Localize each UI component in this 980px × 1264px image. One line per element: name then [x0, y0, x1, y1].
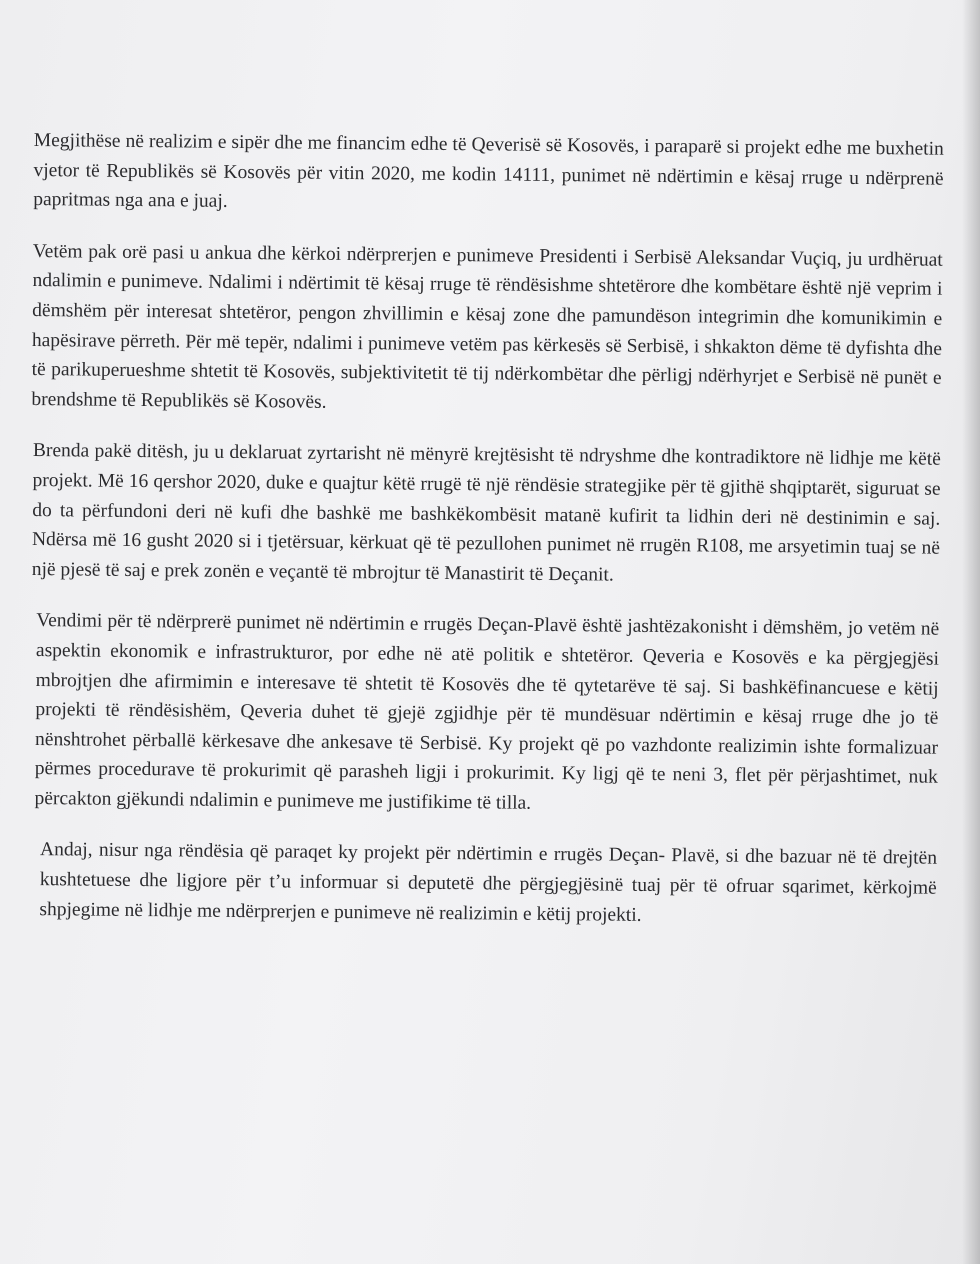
- document-body: [26, 126, 944, 955]
- paragraph-5: Andaj, nisur nga rëndësia që paraqet ky projekt për ndërtimin e rrugës Deçan- Plavë, si dhe bazuar në të drejtën kushtetuese dhe ligjore për t’u informuar si deputetë dhe përgjegjësinë tuaj për të ofruar sqarimet, kërkojmë shpjegime në lidhje me ndërprerjen e punimeve në realizimin e këtij projekti.: [39, 839, 938, 926]
- paragraph-1: Megjithëse në realizim e sipër dhe me financim edhe të Qeverisë së Kosovës, i paraparë si projekt edhe me buxhetin vjetor të Republikës së Kosovës për vitin 2020, me kodin 14111, punimet në ndërtimin e kësaj rruge u ndërprenë papritmas nga ana e juaj.: [33, 129, 944, 213]
- paragraph-4: Vendimi për të ndërprerë punimet në ndërtimin e rrugës Deçan-Plavë është jashtëzakonisht i dëmshëm, jo vetëm në aspektin ekonomik e infrastrukturor, por edhe në atë politik e shtetëror. Qeveria e Kosovës e ka përgjegjësi mbrojtjen dhe afirmimin e interesave të shtetit të Kosovës dhe të qytetarëve të saj. Si bashkëfinancuese e këtij projekti të rëndësishëm, Qeveria duhet të gjejë zgjidhje për të mundësuar ndërtimin e kësaj rruge dhe jo të nënshtrohet përballë kërkesave dhe ankesave të Serbisë. Ky projekt që po vazhdonte realizimin ishte formalizuar përmes procedurave të prokurimit që parasheh ligji i prokurimit. Ky ligj që te neni 3, flet për përjashtimet, nuk përcakton gjëkundi ndalimin e punimeve me justifikime të tilla.: [34, 610, 940, 814]
- paragraph-3: Brenda pakë ditësh, ju u deklaruat zyrtarisht në mënyrë krejtësisht të ndryshme dhe kontradiktore në lidhje me këtë projekt. Më 16 qershor 2020, duke e quajtur këtë rrugë të një rëndësie strategjike për të gjithë shqiptarët, siguruat se do ta përfundoni deri në kufi dhe bashkë me bashkëkombësit matanë kufirit ta lidhin deri në destinimin e saj. Ndërsa më 16 gusht 2020 si i tjetërsuar, kërkuat që të pezullohen punimet në rrugën R108, me arsyetimin tuaj se në një pjesë të saj e prek zonën e veçantë të mbrojtur të Manastirit të Deçanit.: [31, 440, 941, 586]
- paragraph-2: Vetëm pak orë pasi u ankua dhe kërkoi ndërprerjen e punimeve Presidenti i Serbisë Aleksandar Vuçiq, ju urdhëruat ndalimin e punimeve. Ndalimi i ndërtimit të kësaj rruge të rëndësishme shtetërore dhe kombëtare është një veprim i dëmshëm për interesat shtetëror, pengon zhvillimin e kësaj zone dhe pamundëson integrimin dhe komunikimin e hapësirave përreth. Për më tepër, ndalimi i punimeve vetëm pas kërkesës së Serbisë, i shkakton dëme të dyfishta dhe të parikuperueshme shtetit të Kosovës, subjektivitetit të tij ndërkombëtar dhe përligj ndërhyrjet e Serbisë në punët e brendshme të Republikës së Kosovës.: [31, 240, 943, 413]
